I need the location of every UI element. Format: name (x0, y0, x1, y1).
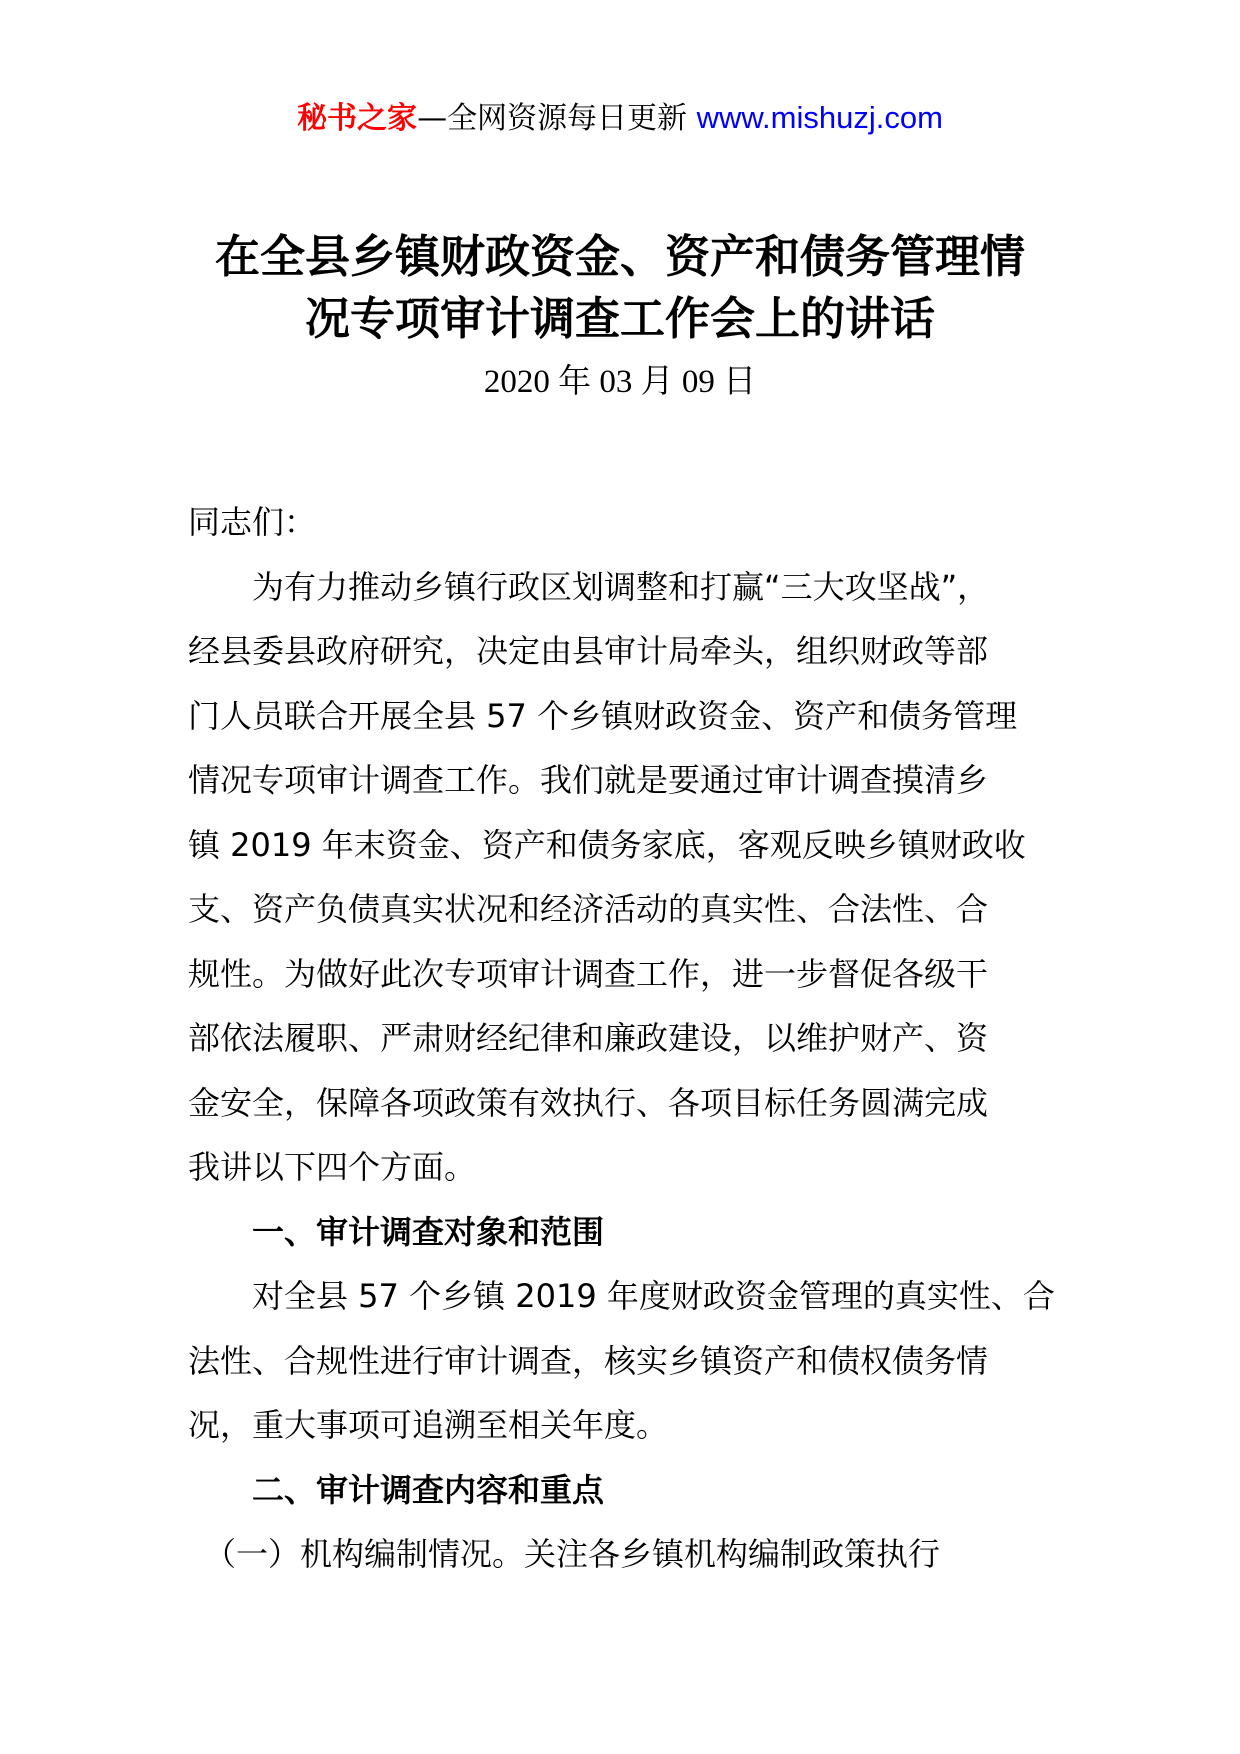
paragraph-line: 为有力推动乡镇行政区划调整和打赢“三大攻坚战”， (188, 567, 990, 606)
paragraph-line: （一）机构编制情况。关注各乡镇机构编制政策执行 (188, 1535, 941, 1573)
paragraph-line: 支、资产负债真实状况和经济活动的真实性、合法性、合 (188, 890, 989, 928)
paragraph-line: 况，重大事项可追溯至相关年度。 (188, 1406, 669, 1444)
document-body (188, 490, 1056, 1587)
paragraph-line: 我讲以下四个方面。 (188, 1148, 477, 1186)
paragraph-line: 镇 2019 年末资金、资产和债务家底，客观反映乡镇财政收 (188, 825, 1026, 864)
section-heading-1: 一、审计调查对象和范围 (188, 1212, 605, 1251)
title-line-2: 况专项审计调查工作会上的讲话 (304, 292, 935, 345)
section-heading-2: 二、审计调查内容和重点 (188, 1470, 605, 1509)
paragraph-line: 法性、合规性进行审计调查，核实乡镇资产和债权债务情 (188, 1341, 989, 1380)
document-date: 2020 年 03 月 09 日 (483, 364, 757, 400)
paragraph-line: 经县委县政府研究，决定由县审计局牵头，组织财政等部 (188, 632, 989, 670)
paragraph-line: 金安全，保障各项政策有效执行、各项目标任务圆满完成 (188, 1083, 989, 1122)
site-header (0, 98, 1240, 139)
header-tagline: —全网资源每日更新 (417, 101, 688, 136)
paragraph-line: 对全县 57 个乡镇 2019 年度财政资金管理的真实性、合 (188, 1277, 1055, 1315)
brand-name: 秘书之家 (297, 101, 418, 136)
site-url-link[interactable]: www.mishuzj.com (696, 100, 943, 135)
paragraph-line: 部依法履职、严肃财经纪律和廉政建设，以维护财产、资 (188, 1019, 989, 1057)
title-line-1: 在全县乡镇财政资金、资产和债务管理情 (214, 230, 1025, 283)
paragraph-line: 门人员联合开展全县 57 个乡镇财政资金、资产和债务管理 (188, 696, 1018, 735)
document-title (0, 226, 1240, 350)
paragraph-line: 情况专项审计调查工作。我们就是要通过审计调查摸清乡 (188, 761, 989, 799)
salutation: 同志们： (188, 503, 317, 541)
paragraph-line: 规性。为做好此次专项审计调查工作，进一步督促各级干 (188, 954, 989, 993)
